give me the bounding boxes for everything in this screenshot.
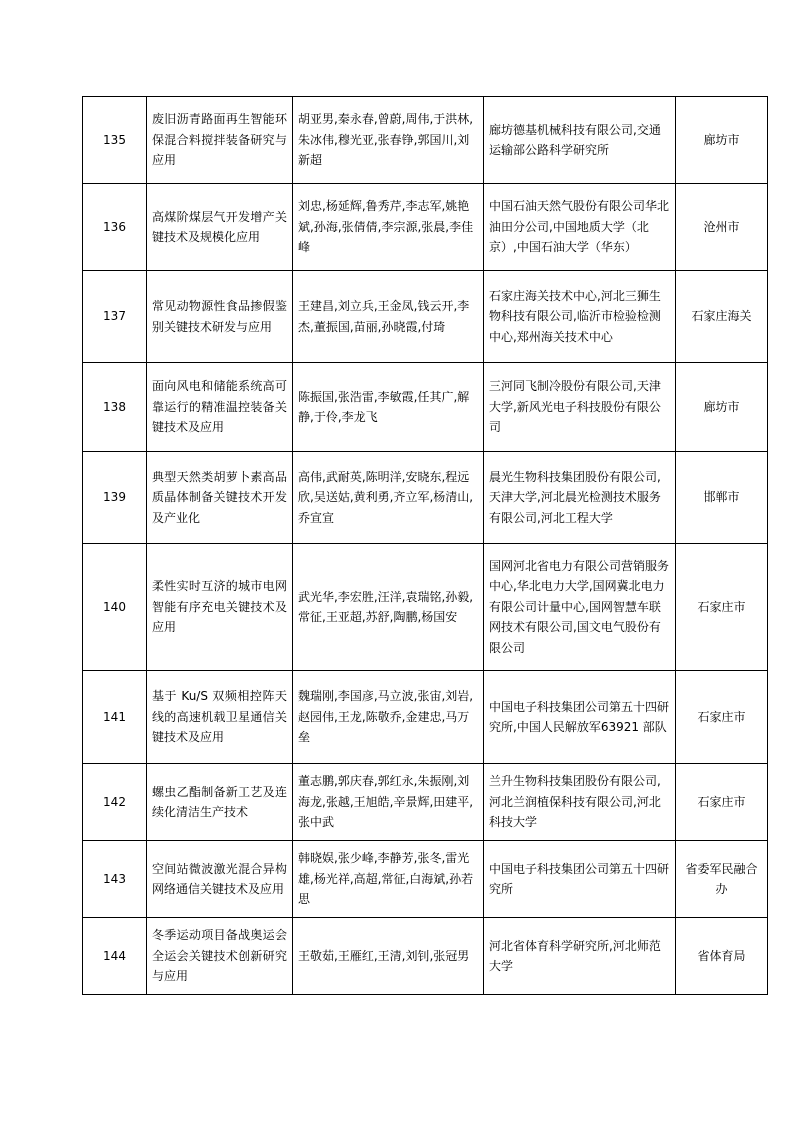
completers-cell bbox=[293, 671, 484, 764]
completers: 王建昌,刘立兵,王金凤,钱云开,李杰,董振国,苗丽,孙晓霞,付琦 bbox=[298, 299, 470, 334]
recommender-cell bbox=[676, 671, 768, 764]
completing-units: 晨光生物科技集团股份有限公司,天津大学,河北晨光检测技术服务有限公司,河北工程大学 bbox=[489, 469, 661, 525]
completers-cell bbox=[293, 363, 484, 452]
row-number-cell bbox=[83, 671, 147, 764]
completers: 胡亚男,秦永春,曾蔚,周伟,于洪林,朱冰伟,穆光亚,张春铮,郭国川,刘新超 bbox=[298, 112, 474, 168]
completing-units: 廊坊德基机械科技有限公司,交通运输部公路科学研究所 bbox=[489, 122, 661, 157]
project-name-cell bbox=[147, 97, 293, 184]
row-number: 140 bbox=[103, 599, 126, 614]
completers: 刘忠,杨延辉,鲁秀芹,李志军,姚艳斌,孙海,张倩倩,李宗源,张晨,李佳峰 bbox=[298, 199, 474, 255]
completers: 武光华,李宏胜,汪洋,袁瑞铭,孙毅,常征,王亚超,苏舒,陶鹏,杨国安 bbox=[298, 589, 474, 624]
table-row bbox=[83, 452, 768, 544]
completing-units-cell bbox=[484, 671, 676, 764]
row-number: 144 bbox=[103, 948, 126, 963]
row-number-cell bbox=[83, 184, 147, 271]
row-number-cell bbox=[83, 764, 147, 841]
awards-table bbox=[82, 96, 768, 995]
recommender-cell bbox=[676, 97, 768, 184]
row-number: 141 bbox=[103, 709, 126, 724]
completing-units: 国网河北省电力有限公司营销服务中心,华北电力大学,国网冀北电力有限公司计量中心,国网智慧车联网技术有限公司,国文电气股份有限公司 bbox=[489, 558, 670, 655]
project-name: 冬季运动项目备战奥运会全运会关键技术创新研究与应用 bbox=[152, 928, 287, 984]
completers-cell bbox=[293, 452, 484, 544]
recommender-cell bbox=[676, 184, 768, 271]
project-name-cell bbox=[147, 764, 293, 841]
row-number-cell bbox=[83, 363, 147, 452]
project-name: 螺虫乙酯制备新工艺及连续化清洁生产技术 bbox=[152, 784, 287, 819]
table-row bbox=[83, 97, 768, 184]
completing-units-cell bbox=[484, 841, 676, 918]
completing-units: 兰升生物科技集团股份有限公司,河北兰润植保科技有限公司,河北科技大学 bbox=[489, 774, 661, 830]
project-name-cell bbox=[147, 452, 293, 544]
completing-units: 中国石油天然气股份有限公司华北油田分公司,中国地质大学（北京）,中国石油大学（华东） bbox=[489, 199, 670, 255]
completing-units-cell bbox=[484, 544, 676, 671]
project-name: 空间站微波激光混合异构网络通信关键技术及应用 bbox=[152, 861, 287, 896]
completing-units: 河北省体育科学研究所,河北师范大学 bbox=[489, 938, 661, 973]
row-number-cell bbox=[83, 918, 147, 995]
awards-table-body bbox=[83, 97, 768, 995]
project-name: 废旧沥青路面再生智能环保混合料搅拌装备研究与应用 bbox=[152, 112, 287, 168]
completing-units-cell bbox=[484, 184, 676, 271]
project-name-cell bbox=[147, 363, 293, 452]
completers-cell bbox=[293, 841, 484, 918]
completers: 陈振国,张浩雷,李敏霞,任其广,解静,于伶,李龙飞 bbox=[298, 389, 470, 424]
completing-units-cell bbox=[484, 452, 676, 544]
recommender: 廊坊市 bbox=[703, 399, 740, 414]
completers: 高伟,武耐英,陈明洋,安晓东,程远欣,吴送姑,黄利勇,齐立军,杨清山,乔宣宣 bbox=[298, 469, 474, 525]
completers: 王敬茹,王雁红,王清,刘钊,张冠男 bbox=[298, 948, 470, 963]
table-row bbox=[83, 271, 768, 363]
project-name: 常见动物源性食品掺假鉴别关键技术研发与应用 bbox=[152, 299, 287, 334]
completing-units-cell bbox=[484, 918, 676, 995]
completers-cell bbox=[293, 764, 484, 841]
recommender-cell bbox=[676, 841, 768, 918]
table-row bbox=[83, 671, 768, 764]
table-row bbox=[83, 544, 768, 671]
project-name-cell bbox=[147, 841, 293, 918]
completers-cell bbox=[293, 97, 484, 184]
completing-units: 三河同飞制冷股份有限公司,天津大学,新风光电子科技股份有限公司 bbox=[489, 379, 661, 435]
row-number-cell bbox=[83, 544, 147, 671]
project-name: 柔性实时互济的城市电网智能有序充电关键技术及应用 bbox=[152, 579, 287, 635]
project-name-cell bbox=[147, 271, 293, 363]
table-row bbox=[83, 918, 768, 995]
recommender: 石家庄市 bbox=[697, 599, 746, 614]
recommender: 石家庄市 bbox=[697, 709, 746, 724]
recommender-cell bbox=[676, 544, 768, 671]
completers-cell bbox=[293, 544, 484, 671]
recommender: 省委军民融合办 bbox=[685, 861, 758, 896]
table-row bbox=[83, 363, 768, 452]
recommender-cell bbox=[676, 764, 768, 841]
project-name-cell bbox=[147, 544, 293, 671]
completing-units-cell bbox=[484, 97, 676, 184]
table-row bbox=[83, 184, 768, 271]
project-name: 基于 Ku/S 双频相控阵天线的高速机载卫星通信关键技术及应用 bbox=[152, 689, 287, 745]
completing-units-cell bbox=[484, 363, 676, 452]
project-name: 高煤阶煤层气开发增产关键技术及规模化应用 bbox=[152, 209, 287, 244]
recommender: 石家庄海关 bbox=[691, 309, 752, 324]
row-number: 135 bbox=[103, 132, 126, 147]
row-number: 136 bbox=[103, 219, 126, 234]
recommender: 沧州市 bbox=[703, 219, 740, 234]
completers: 董志鹏,郭庆春,郭红永,朱振刚,刘海龙,张越,王旭皓,辛景辉,田建平,张中武 bbox=[298, 774, 474, 830]
row-number-cell bbox=[83, 97, 147, 184]
recommender: 省体育局 bbox=[697, 948, 746, 963]
project-name-cell bbox=[147, 671, 293, 764]
completing-units: 中国电子科技集团公司第五十四研究所 bbox=[489, 861, 670, 896]
completing-units-cell bbox=[484, 271, 676, 363]
completers: 韩晓娱,张少峰,李静芳,张冬,雷光雄,杨光祥,高超,常征,白海斌,孙若思 bbox=[298, 851, 474, 907]
recommender: 廊坊市 bbox=[703, 132, 740, 147]
project-name-cell bbox=[147, 918, 293, 995]
table-row bbox=[83, 841, 768, 918]
recommender-cell bbox=[676, 452, 768, 544]
row-number: 138 bbox=[103, 399, 126, 414]
completers: 魏瑞刚,李国彦,马立波,张宙,刘岩,赵园伟,王龙,陈敬乔,金建忠,马万垒 bbox=[298, 689, 474, 745]
completing-units: 石家庄海关技术中心,河北三狮生物科技有限公司,临沂市检验检测中心,郑州海关技术中心 bbox=[489, 288, 661, 344]
row-number: 143 bbox=[103, 871, 126, 886]
completing-units: 中国电子科技集团公司第五十四研究所,中国人民解放军63921 部队 bbox=[489, 699, 670, 734]
recommender-cell bbox=[676, 918, 768, 995]
completers-cell bbox=[293, 184, 484, 271]
row-number-cell bbox=[83, 452, 147, 544]
completing-units-cell bbox=[484, 764, 676, 841]
project-name: 典型天然类胡萝卜素高品质晶体制备关键技术开发及产业化 bbox=[152, 469, 287, 525]
project-name: 面向风电和储能系统高可靠运行的精准温控装备关键技术及应用 bbox=[152, 379, 287, 435]
completers-cell bbox=[293, 271, 484, 363]
row-number: 139 bbox=[103, 490, 126, 505]
recommender: 邯郸市 bbox=[703, 490, 740, 505]
table-row bbox=[83, 764, 768, 841]
recommender-cell bbox=[676, 363, 768, 452]
row-number-cell bbox=[83, 271, 147, 363]
recommender-cell bbox=[676, 271, 768, 363]
row-number-cell bbox=[83, 841, 147, 918]
row-number: 137 bbox=[103, 309, 126, 324]
completers-cell bbox=[293, 918, 484, 995]
row-number: 142 bbox=[103, 794, 126, 809]
project-name-cell bbox=[147, 184, 293, 271]
recommender: 石家庄市 bbox=[697, 794, 746, 809]
